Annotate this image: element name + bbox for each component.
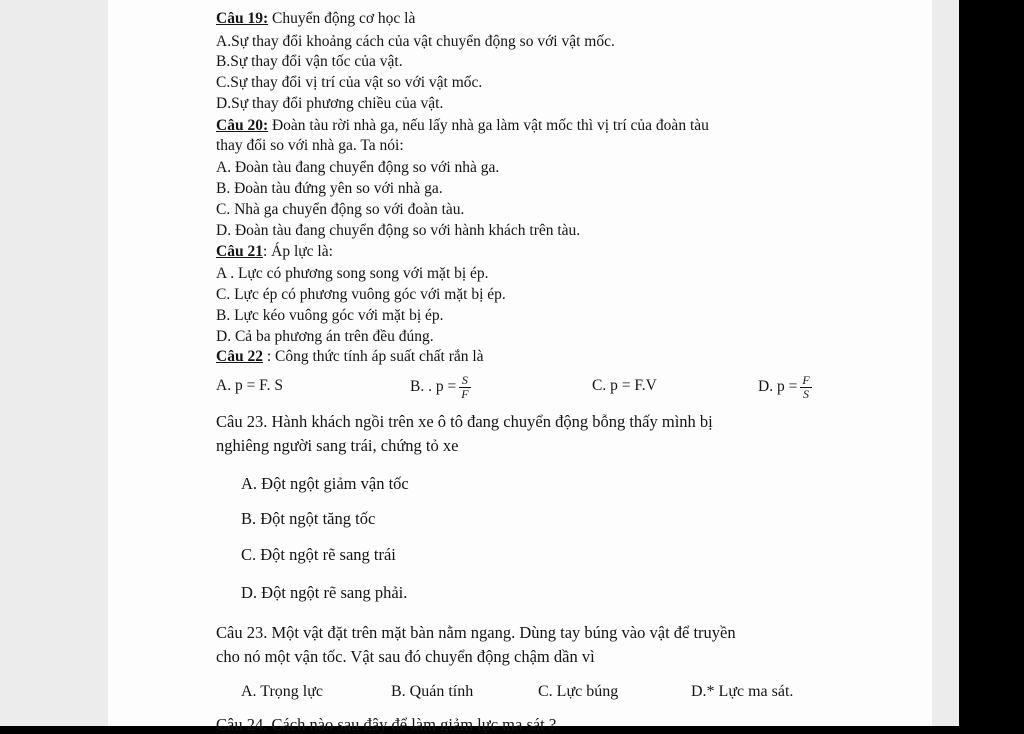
q23b-option-a: A. Trọng lực — [241, 683, 324, 700]
q21-option-c: C. Lực ép có phương vuông góc với mặt bị ép. — [216, 286, 506, 303]
q19-option-c: C.Sự thay đổi vị trí của vật so với vật mốc. — [216, 74, 483, 91]
q22-option-b-fraction — [459, 374, 470, 401]
question-20 — [216, 117, 709, 135]
fraction-denominator: S — [802, 386, 809, 401]
question-23b-text: Câu 23. Một vật đặt trên mặt bàn nằm ngang. Dùng tay búng vào vật để truyền — [216, 623, 736, 642]
fraction-denominator: F — [461, 386, 469, 401]
q20-option-c: C. Nhà ga chuyển động so với đoàn tàu. — [216, 201, 465, 218]
question-21-label: Câu 21 — [216, 243, 263, 260]
q22-option-b — [410, 370, 471, 404]
question-21-text: : Áp lực là: — [262, 243, 333, 260]
question-19 — [216, 10, 415, 28]
q22-option-a: A. p = F. S — [216, 377, 283, 394]
q20-option-b: B. Đoàn tàu đứng yên so với nhà ga. — [216, 180, 443, 197]
q19-option-b: B.Sự thay đổi vận tốc của vật. — [216, 53, 403, 70]
question-20-label: Câu 20: — [216, 117, 269, 134]
q21-option-d: D. Cả ba phương án trên đều đúng. — [216, 328, 434, 345]
q19-option-a: A.Sự thay đổi khoảng cách của vật chuyển động so với vật mốc. — [216, 33, 615, 50]
q21-option-b: B. Lực kéo vuông góc với mặt bị ép. — [216, 307, 444, 324]
question-22 — [216, 348, 484, 366]
q21-option-a: A . Lực có phương song song với mặt bị ép. — [216, 265, 489, 282]
question-23b-text-cont: cho nó một vận tốc. Vật sau đó chuyển động chậm dần vì — [216, 647, 595, 666]
left-margin — [0, 0, 108, 726]
q23a-option-c: C. Đột ngột rẽ sang trái — [241, 545, 396, 564]
q22-option-b-prefix: B. . p = — [410, 378, 457, 395]
q19-option-d: D.Sự thay đổi phương chiều của vật. — [216, 95, 444, 112]
fraction-numerator: F — [802, 372, 810, 387]
document-page — [108, 0, 932, 734]
question-23a-text: Câu 23. Hành khách ngồi trên xe ô tô đang chuyển động bỗng thấy mình bị — [216, 412, 713, 431]
question-22-label: Câu 22 — [216, 348, 263, 365]
q20-option-d: D. Đoàn tàu đang chuyển động so với hành khách trên tàu. — [216, 222, 581, 239]
fraction-numerator: S — [459, 374, 470, 388]
q23b-option-c: C. Lực búng — [538, 683, 619, 700]
question-22-text: : Công thức tính áp suất chất rắn là — [262, 348, 484, 365]
q22-option-d — [758, 370, 812, 404]
question-19-label: Câu 19: — [216, 10, 269, 27]
q23a-option-b: B. Đột ngột tăng tốc — [241, 509, 376, 528]
question-21 — [216, 243, 333, 261]
q23a-option-a: A. Đột ngột giảm vận tốc — [241, 474, 409, 493]
question-20-text: Đoàn tàu rời nhà ga, nếu lấy nhà ga làm vật mốc thì vị trí của đoàn tàu — [268, 117, 709, 134]
question-20-text-cont: thay đổi so với nhà ga. Ta nói: — [216, 137, 404, 154]
q22-option-d-prefix: D. p = — [758, 378, 798, 395]
q20-option-a: A. Đoàn tàu đang chuyển động so với nhà ga. — [216, 159, 500, 176]
question-24-partial: Câu 24. Cách nào sau đây để làm giảm lực ma sát ? — [216, 715, 557, 734]
right-margin — [932, 0, 959, 726]
q23b-option-b: B. Quán tính — [391, 683, 474, 700]
q22-option-d-fraction — [800, 374, 811, 401]
q23b-option-d: D.* Lực ma sát. — [691, 683, 794, 700]
q22-option-c: C. p = F.V — [592, 377, 657, 394]
question-19-text: Chuyển động cơ học là — [268, 10, 416, 27]
q23a-option-d: D. Đột ngột rẽ sang phải. — [241, 583, 408, 602]
question-23a-text-cont: nghiêng người sang trái, chứng tỏ xe — [216, 436, 459, 455]
